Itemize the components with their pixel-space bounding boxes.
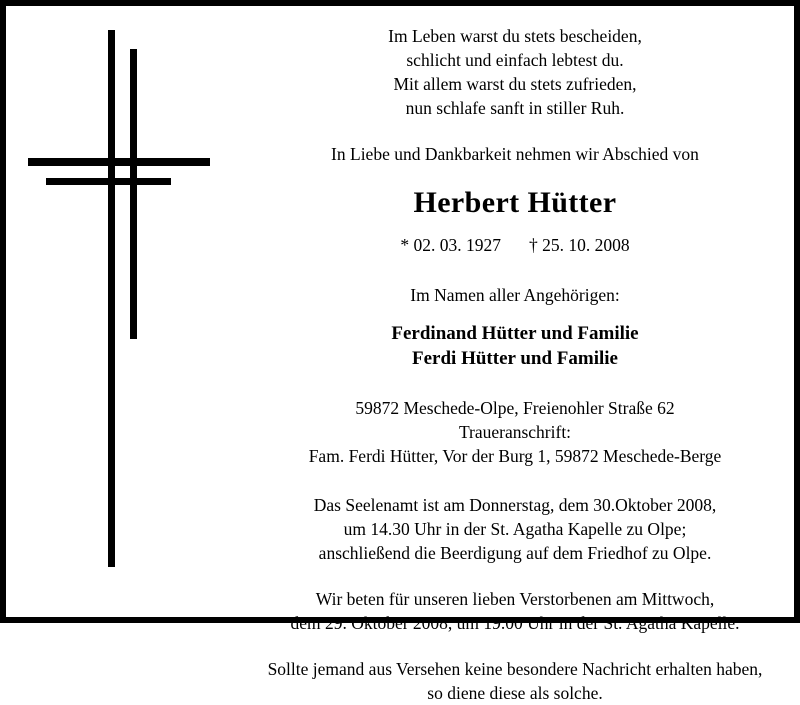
address-line-2: Traueranschrift: xyxy=(458,422,572,442)
relatives-intro: Im Namen aller Angehörigen: xyxy=(410,285,620,305)
address-block xyxy=(236,396,794,468)
closing-note xyxy=(236,657,794,705)
prayer-details xyxy=(236,587,794,635)
birth-date: * 02. 03. 1927 xyxy=(400,235,501,255)
cross-vertical-bar-outer xyxy=(108,30,115,567)
prayer-line-1: Wir beten für unseren lieben Verstorbenen am Mittwoch, xyxy=(315,589,715,609)
service-line-3: anschließend die Beerdigung auf dem Friedhof zu Olpe. xyxy=(318,543,712,563)
service-line-2: um 14.30 Uhr in der St. Agatha Kapelle zu Olpe; xyxy=(343,519,687,539)
service-line-1: Das Seelenamt ist am Donnerstag, dem 30.Oktober 2008, xyxy=(313,495,717,515)
farewell-intro: In Liebe und Dankbarkeit nehmen wir Abschied von xyxy=(331,144,699,164)
memorial-poem xyxy=(236,24,794,120)
cross-icon xyxy=(6,6,236,617)
notice-text-column xyxy=(236,6,794,703)
address-line-1: 59872 Meschede-Olpe, Freienohler Straße 62 xyxy=(355,398,675,418)
cross-horizontal-bar-inner xyxy=(46,178,171,185)
family-line-2: Ferdi Hütter und Familie xyxy=(412,348,618,369)
prayer-line-2: dem 29. Oktober 2008, um 19.00 Uhr in der St. Agatha Kapelle. xyxy=(290,613,740,633)
address-line-3: Fam. Ferdi Hütter, Vor der Burg 1, 59872 Meschede-Berge xyxy=(308,446,722,466)
closing-line-1: Sollte jemand aus Versehen keine besondere Nachricht erhalten haben, xyxy=(267,659,763,679)
death-date: † 25. 10. 2008 xyxy=(529,235,630,255)
poem-line-4: nun schlafe sanft in stiller Ruh. xyxy=(405,98,625,118)
closing-line-2: so diene diese als solche. xyxy=(427,683,603,703)
poem-line-2: schlicht und einfach lebtest du. xyxy=(406,50,624,70)
family-names xyxy=(236,321,794,371)
family-line-1: Ferdinand Hütter und Familie xyxy=(391,323,639,344)
funeral-service-details xyxy=(236,493,794,565)
cross-horizontal-bar-outer xyxy=(28,158,210,166)
cross-vertical-bar-inner xyxy=(130,49,137,339)
deceased-dates xyxy=(236,233,794,257)
deceased-name: Herbert Hütter xyxy=(413,186,617,219)
poem-line-1: Im Leben warst du stets bescheiden, xyxy=(388,26,642,46)
poem-line-3: Mit allem warst du stets zufrieden, xyxy=(393,74,637,94)
